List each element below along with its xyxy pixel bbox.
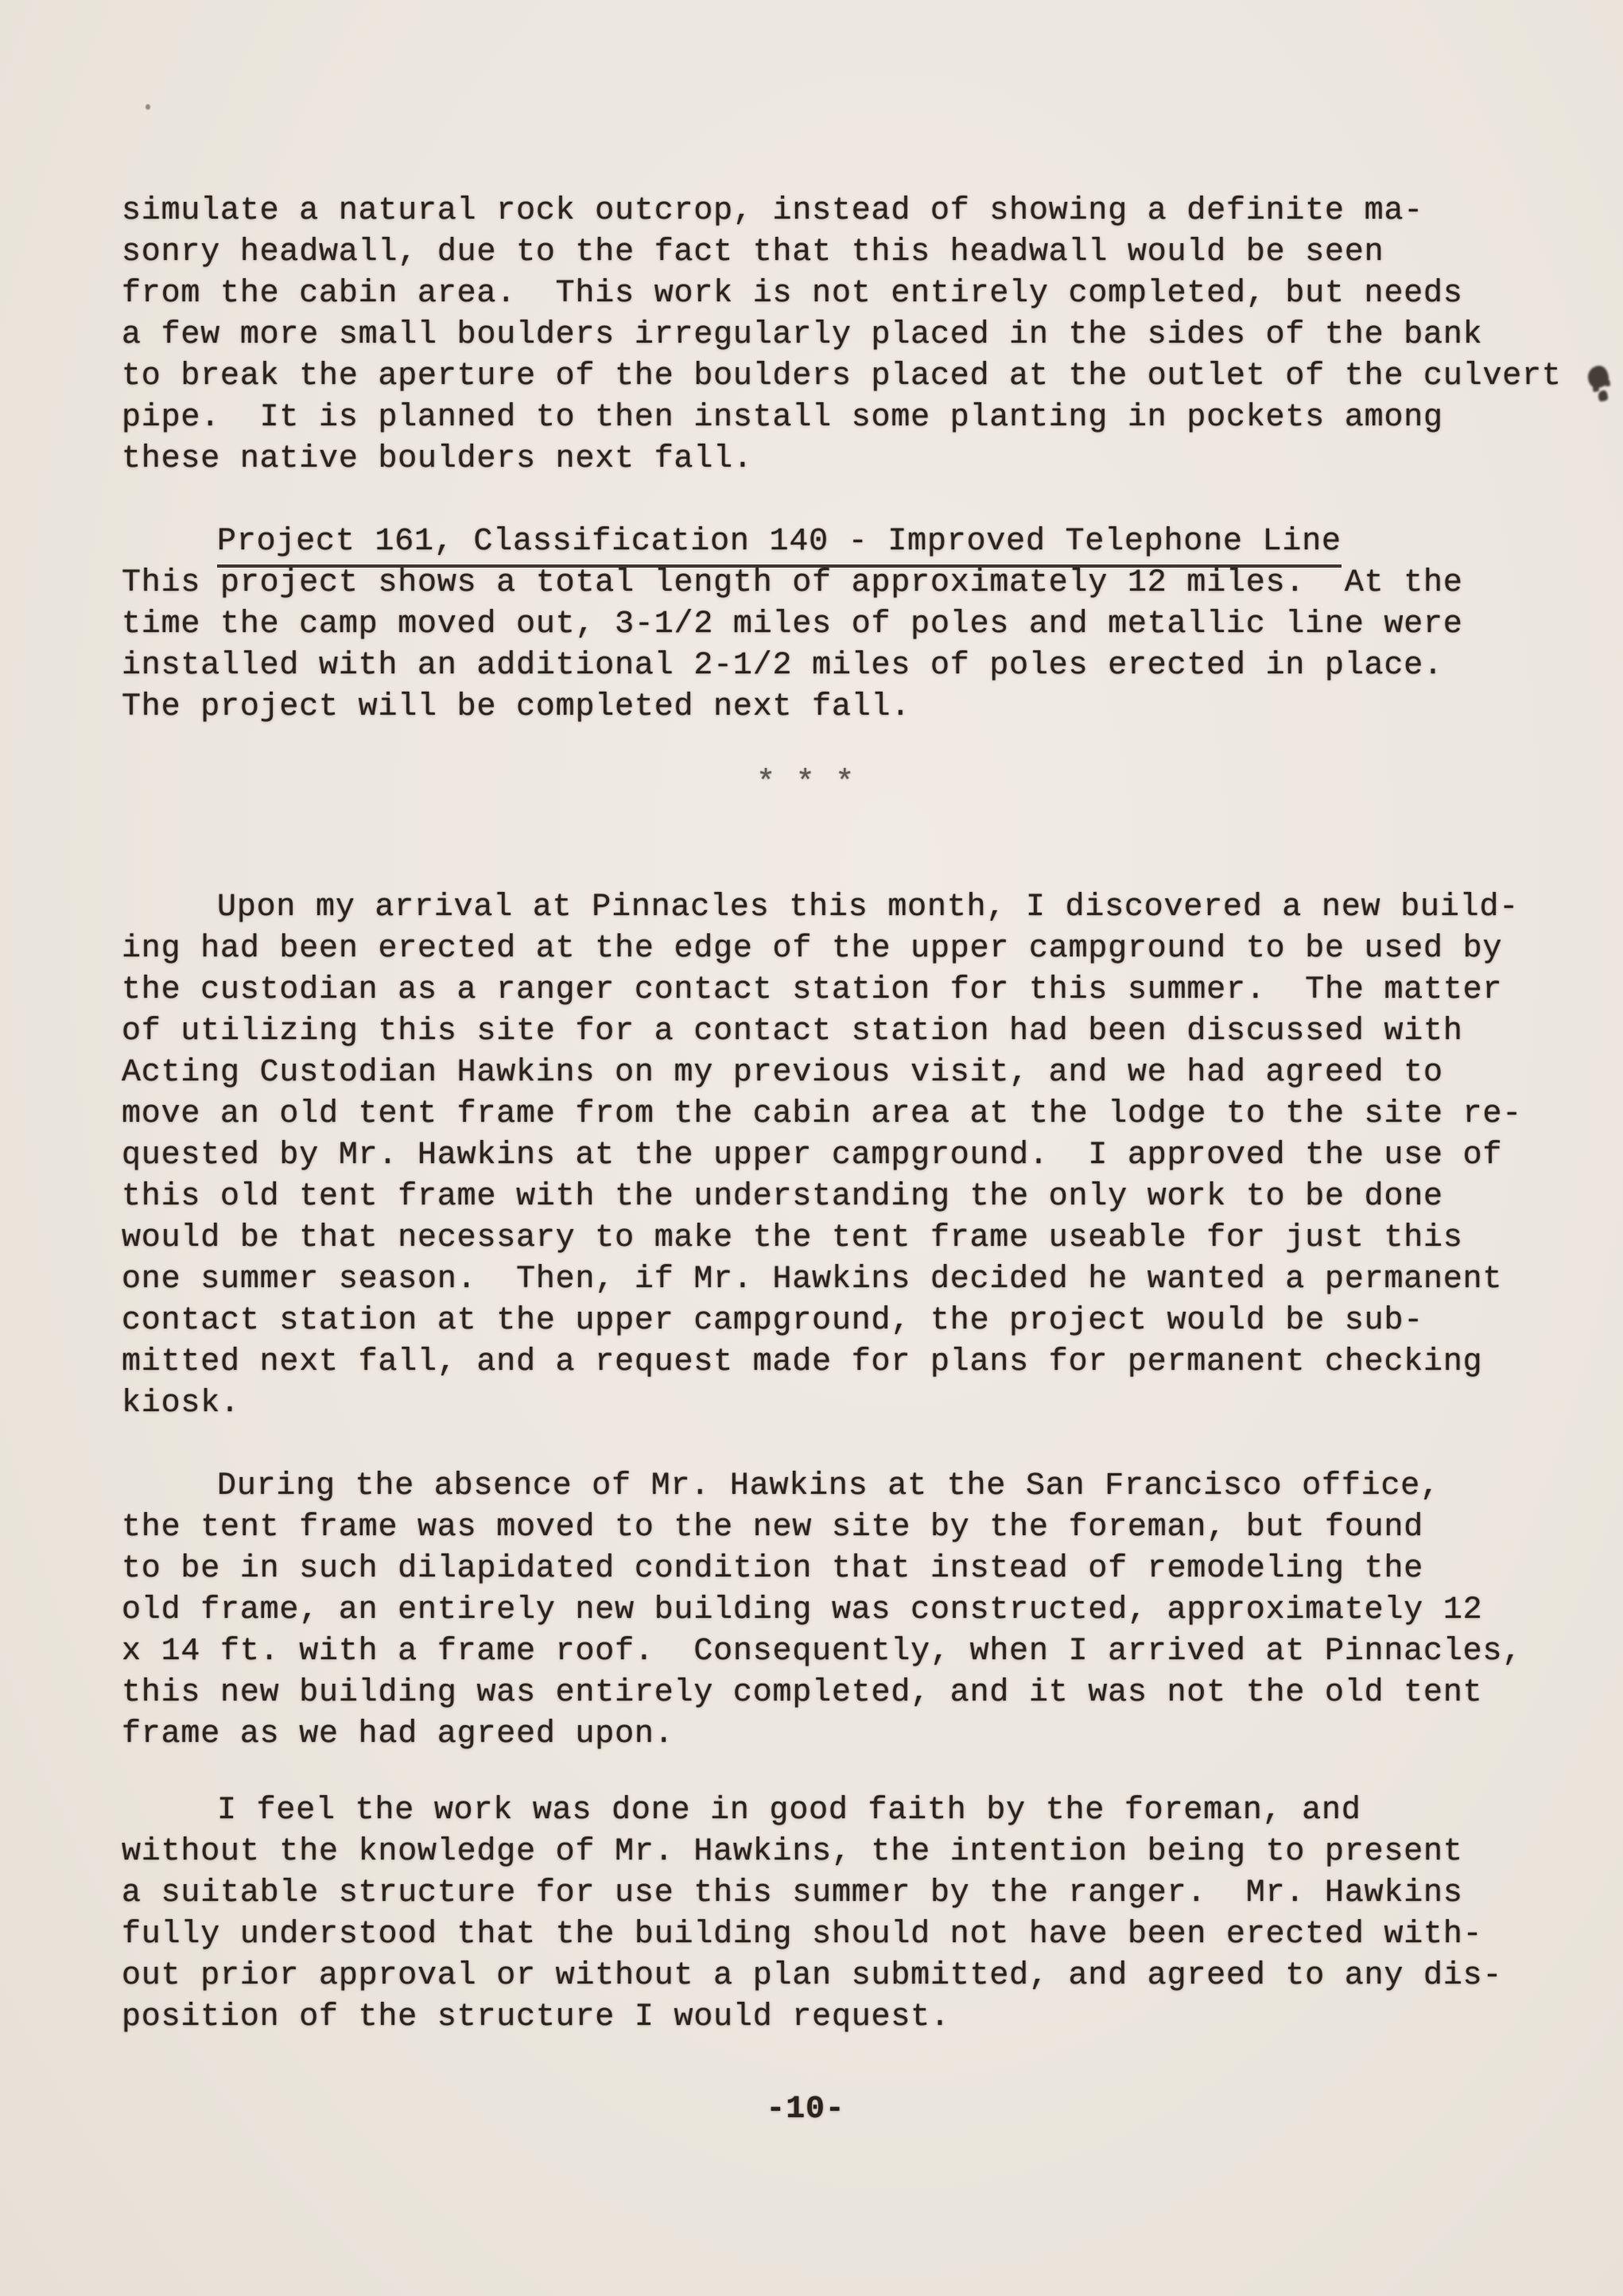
text-line: to break the aperture of the boulders placed at the outlet of the culvert bbox=[122, 359, 1562, 394]
text-line: The project will be completed next fall. bbox=[122, 689, 911, 725]
text-line: mitted next fall, and a request made for plans for permanent checking bbox=[122, 1344, 1483, 1380]
paragraph-rock-outcrop bbox=[122, 191, 1601, 480]
text-line: from the cabin area. This work is not entirely completed, but needs bbox=[122, 276, 1463, 312]
section-heading-text: Project 161, Classification 140 - Improved Telephone Line bbox=[217, 522, 1341, 568]
page-number: -10- bbox=[766, 2092, 845, 2127]
paragraph-telephone-line bbox=[122, 563, 1601, 728]
text-line: this new building was entirely completed, and it was not the old tent bbox=[122, 1675, 1483, 1711]
text-line: these native boulders next fall. bbox=[122, 441, 753, 477]
ink-smudge bbox=[1588, 366, 1609, 388]
text-line: ing had been erected at the edge of the upper campground to be used by bbox=[122, 931, 1503, 967]
text-line: kiosk. bbox=[122, 1386, 240, 1421]
text-line: This project shows a total length of approximately 12 miles. At the bbox=[122, 565, 1463, 601]
text-line: I feel the work was done in good faith by the foreman, and bbox=[217, 1793, 1361, 1829]
text-line: During the absence of Mr. Hawkins at the San Francisco office, bbox=[217, 1468, 1440, 1504]
paragraph-good-faith bbox=[122, 1790, 1601, 2038]
text-line: Upon my arrival at Pinnacles this month, I discovered a new build- bbox=[217, 890, 1520, 925]
text-line: time the camp moved out, 3-1/2 miles of poles and metallic line were bbox=[122, 607, 1463, 642]
text-line: the tent frame was moved to the new site by the foreman, but found bbox=[122, 1510, 1424, 1546]
text-line: position of the structure I would request. bbox=[122, 1999, 950, 2035]
text-line: this old tent frame with the understanding the only work to be done bbox=[122, 1179, 1443, 1215]
paper-speck bbox=[146, 104, 150, 110]
text-line: contact station at the upper campground, the project would be sub- bbox=[122, 1303, 1424, 1339]
paragraph-arrival-pinnacles bbox=[122, 887, 1601, 1425]
paragraph-hawkins-absence bbox=[122, 1466, 1601, 1755]
text-line: the custodian as a ranger contact station for this summer. The matter bbox=[122, 972, 1503, 1008]
text-line: one summer season. Then, if Mr. Hawkins decided he wanted a permanent bbox=[122, 1262, 1503, 1297]
section-separator: * * * bbox=[755, 766, 856, 801]
text-line: Acting Custodian Hawkins on my previous visit, and we had agreed to bbox=[122, 1055, 1443, 1091]
text-line: to be in such dilapidated condition that instead of remodeling the bbox=[122, 1551, 1424, 1587]
text-line: x 14 ft. with a frame roof. Consequently, when I arrived at Pinnacles, bbox=[122, 1634, 1523, 1670]
text-line: of utilizing this site for a contact station had been discussed with bbox=[122, 1014, 1463, 1049]
text-line: would be that necessary to make the tent frame useable for just this bbox=[122, 1220, 1463, 1256]
text-line: frame as we had agreed upon. bbox=[122, 1716, 674, 1752]
text-line: fully understood that the building should not have been erected with- bbox=[122, 1917, 1483, 1953]
text-line: sonry headwall, due to the fact that this headwall would be seen bbox=[122, 235, 1384, 270]
text-line: old frame, an entirely new building was constructed, approximately 12 bbox=[122, 1592, 1483, 1628]
text-line: pipe. It is planned to then install some planting in pockets among bbox=[122, 400, 1443, 436]
text-line: a suitable structure for use this summer by the ranger. Mr. Hawkins bbox=[122, 1875, 1463, 1911]
page-content bbox=[122, 191, 1601, 2131]
text-line: quested by Mr. Hawkins at the upper campground. I approved the use of bbox=[122, 1138, 1503, 1173]
text-line: out prior approval or without a plan submitted, and agreed to any dis- bbox=[122, 1958, 1503, 1994]
text-line: simulate a natural rock outcrop, instead of showing a definite ma- bbox=[122, 193, 1424, 229]
text-line: a few more small boulders irregularly placed in the sides of the bank bbox=[122, 317, 1483, 353]
text-line: without the knowledge of Mr. Hawkins, the intention being to present bbox=[122, 1834, 1463, 1870]
text-line: installed with an additional 2-1/2 miles of poles erected in place. bbox=[122, 648, 1443, 684]
text-line: move an old tent frame from the cabin area at the lodge to the site re- bbox=[122, 1096, 1523, 1132]
section-heading-project-161 bbox=[122, 522, 1601, 563]
